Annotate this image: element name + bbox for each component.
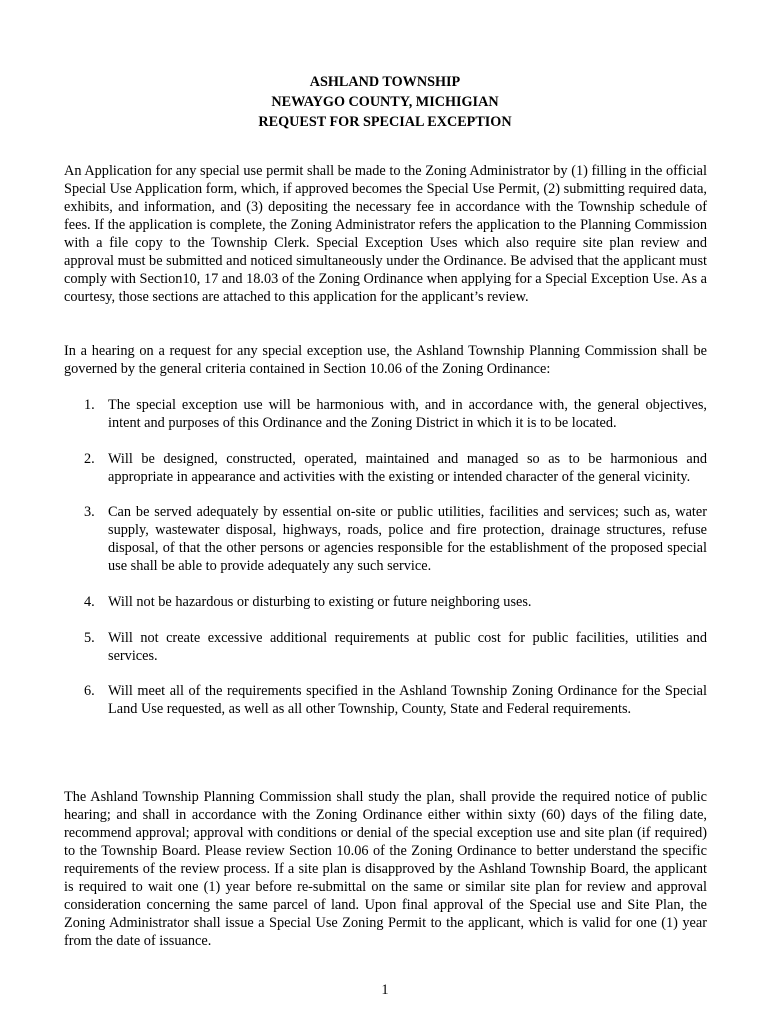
list-item-number: 3.	[84, 504, 95, 520]
list-item-text: Will not be hazardous or disturbing to existing or future neighboring uses.	[108, 594, 532, 610]
list-item	[64, 593, 707, 611]
list-item-number: 1.	[84, 397, 95, 413]
header-title: REQUEST FOR SPECIAL EXCEPTION	[258, 114, 512, 130]
list-item-text: The special exception use will be harmonious with, and in accordance with, the general objectives, intent and purposes of this Ordinance and the Zoning District in which it is to be located.	[108, 397, 707, 431]
list-item	[64, 503, 707, 575]
page-number: 1	[381, 982, 389, 998]
list-item	[64, 396, 707, 432]
list-item-text: Will meet all of the requirements specified in the Ashland Township Zoning Ordinance for the Special Land Use requested, as well as all other Township, County, State and Federal requirements.	[108, 683, 707, 717]
intro-paragraph: An Application for any special use permit shall be made to the Zoning Administrator by (1) filling in the official Special Use Application form, which, if approved becomes the Special Use Permit, (2) submitting required data, exhibits, and information, and (3) depositing the necessary fee in accordance with the Township schedule of fees. If the application is complete, the Zoning Administrator refers the application to the Planning Commission with a file copy to the Township Clerk. Special Exception Uses which also require site plan review and approval must be submitted and noticed simultaneously under the Ordinance. Be advised that the applicant must comply with Section10, 17 and 18.03 of the Zoning Ordinance when applying for a Special Exception Use. As a courtesy, those sections are attached to this application for the applicant’s review.	[64, 163, 707, 305]
hearing-paragraph: In a hearing on a request for any special exception use, the Ashland Township Planning Commission shall be governed by the general criteria contained in Section 10.06 of the Zoning Ordinance:	[64, 343, 707, 377]
list-item-text: Can be served adequately by essential on-site or public utilities, facilities and services; such as, water supply, wastewater disposal, highways, roads, police and fire protection, drainage structures, refuse disposal, of that the other persons or agencies responsible for the establishment of the proposed special use shall be able to provide adequately any such service.	[108, 504, 707, 574]
criteria-list	[64, 396, 707, 718]
list-item-number: 5.	[84, 630, 95, 646]
list-item	[64, 682, 707, 718]
closing-paragraph: The Ashland Township Planning Commission shall study the plan, shall provide the required notice of public hearing; and shall in accordance with the Zoning Ordinance either within sixty (60) days of the filing date, recommend approval; approval with conditions or denial of the special exception use and site plan (if required) to the Township Board. Please review Section 10.06 of the Zoning Ordinance to better understand the specific requirements of the review process. If a site plan is disapproved by the Ashland Township Board, the applicant is required to wait one (1) year before re-submittal on the same or similar site plan for review and approval consideration concerning the same parcel of land. Upon final approval of the Special use and Site Plan, the Zoning Administrator shall issue a Special Use Zoning Permit to the applicant, which is valid for one (1) year from the date of issuance.	[64, 789, 707, 949]
document-header	[0, 72, 770, 132]
list-item-text: Will be designed, constructed, operated, maintained and managed so as to be harmonious and appropriate in appearance and activities with the existing or intended character of the general vicinity.	[108, 451, 707, 485]
list-item-number: 6.	[84, 683, 95, 699]
list-item	[64, 629, 707, 665]
header-township: ASHLAND TOWNSHIP	[309, 74, 461, 90]
list-item-text: Will not create excessive additional requirements at public cost for public facilities, utilities and services.	[108, 630, 707, 664]
list-item	[64, 450, 707, 486]
list-item-number: 4.	[84, 594, 95, 610]
list-item-number: 2.	[84, 451, 95, 467]
header-county: NEWAYGO COUNTY, MICHIGIAN	[271, 94, 499, 110]
